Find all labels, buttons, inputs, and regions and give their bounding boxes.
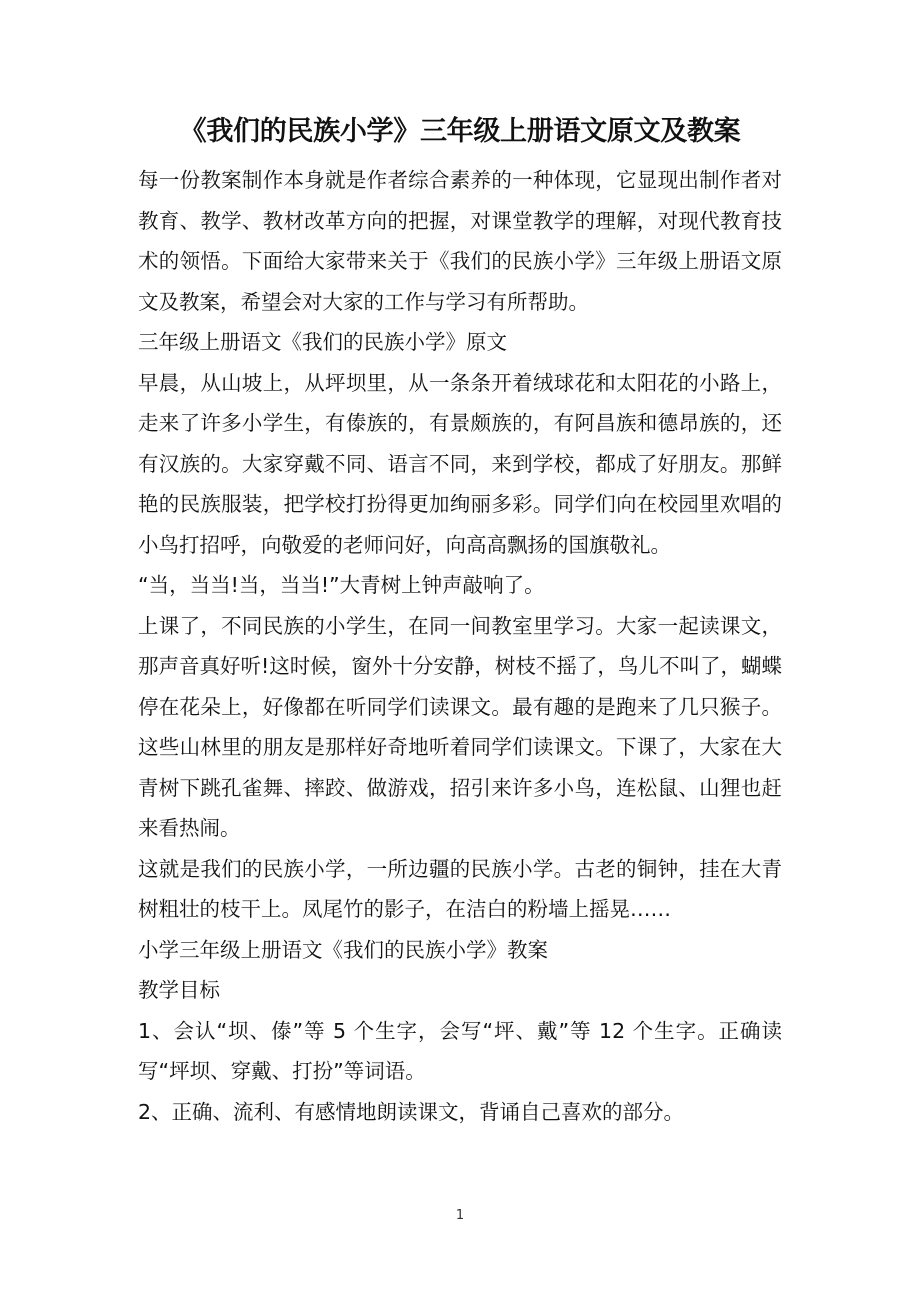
document-title: 《我们的民族小学》三年级上册语文原文及教案: [179, 116, 741, 147]
lesson-plan-heading: 小学三年级上册语文《我们的民族小学》教案: [138, 937, 548, 962]
teaching-goal-1: 1、会认“坝、傣”等 5 个生字，会写“坪、戴”等 12 个生字。正确读写“坪坝、穿戴、打扮”等词语。: [138, 1018, 782, 1083]
page-number: 1: [455, 1208, 465, 1223]
original-paragraph-3: 上课了，不同民族的小学生，在同一间教室里学习。大家一起读课文，那声音真好听!这时候，窗外十分安静，树枝不摇了，鸟儿不叫了，蝴蝶停在花朵上，好像都在听同学们读课文。最有趣的是跑来了几只猴子。这些山林里的朋友是那样好奇地听着同学们读课文。下课了，大家在大青树下跳孔雀舞、摔跤、做游戏，招引来许多小鸟，连松鼠、山狸也赶来看热闹。: [138, 613, 782, 840]
original-paragraph-2: “当，当当!当，当当!”大青树上钟声敲响了。: [138, 573, 545, 597]
original-text-heading: 三年级上册语文《我们的民族小学》原文: [138, 330, 507, 354]
original-paragraph-1: 早晨，从山坡上，从坪坝里，从一条条开着绒球花和太阳花的小路上，走来了许多小学生，有傣族的，有景颇族的，有阿昌族和德昂族的，还有汉族的。大家穿戴不同、语言不同，来到学校，都成了好朋友。那鲜艳的民族服装，把学校打扮得更加绚丽多彩。同学们向在校园里欢唱的小鸟打招呼，向敬爱的老师问好，向高高飘扬的国旗敬礼。: [138, 370, 782, 557]
intro-paragraph: 每一份教案制作本身就是作者综合素养的一种体现，它显现出制作者对教育、教学、教材改革方向的把握，对课堂教学的理解，对现代教育技术的领悟。下面给大家带来关于《我们的民族小学》三年级上册语文原文及教案，希望会对大家的工作与学习有所帮助。: [138, 168, 782, 314]
teaching-goals-heading: 教学目标: [138, 978, 220, 1002]
original-paragraph-4: 这就是我们的民族小学，一所边疆的民族小学。古老的铜钟，挂在大青树粗壮的枝干上。凤尾竹的影子，在洁白的粉墙上摇晃……: [138, 856, 782, 921]
teaching-goal-2: 2、正确、流利、有感情地朗读课文，背诵自己喜欢的部分。: [138, 1099, 685, 1124]
document-body: [138, 160, 782, 1132]
